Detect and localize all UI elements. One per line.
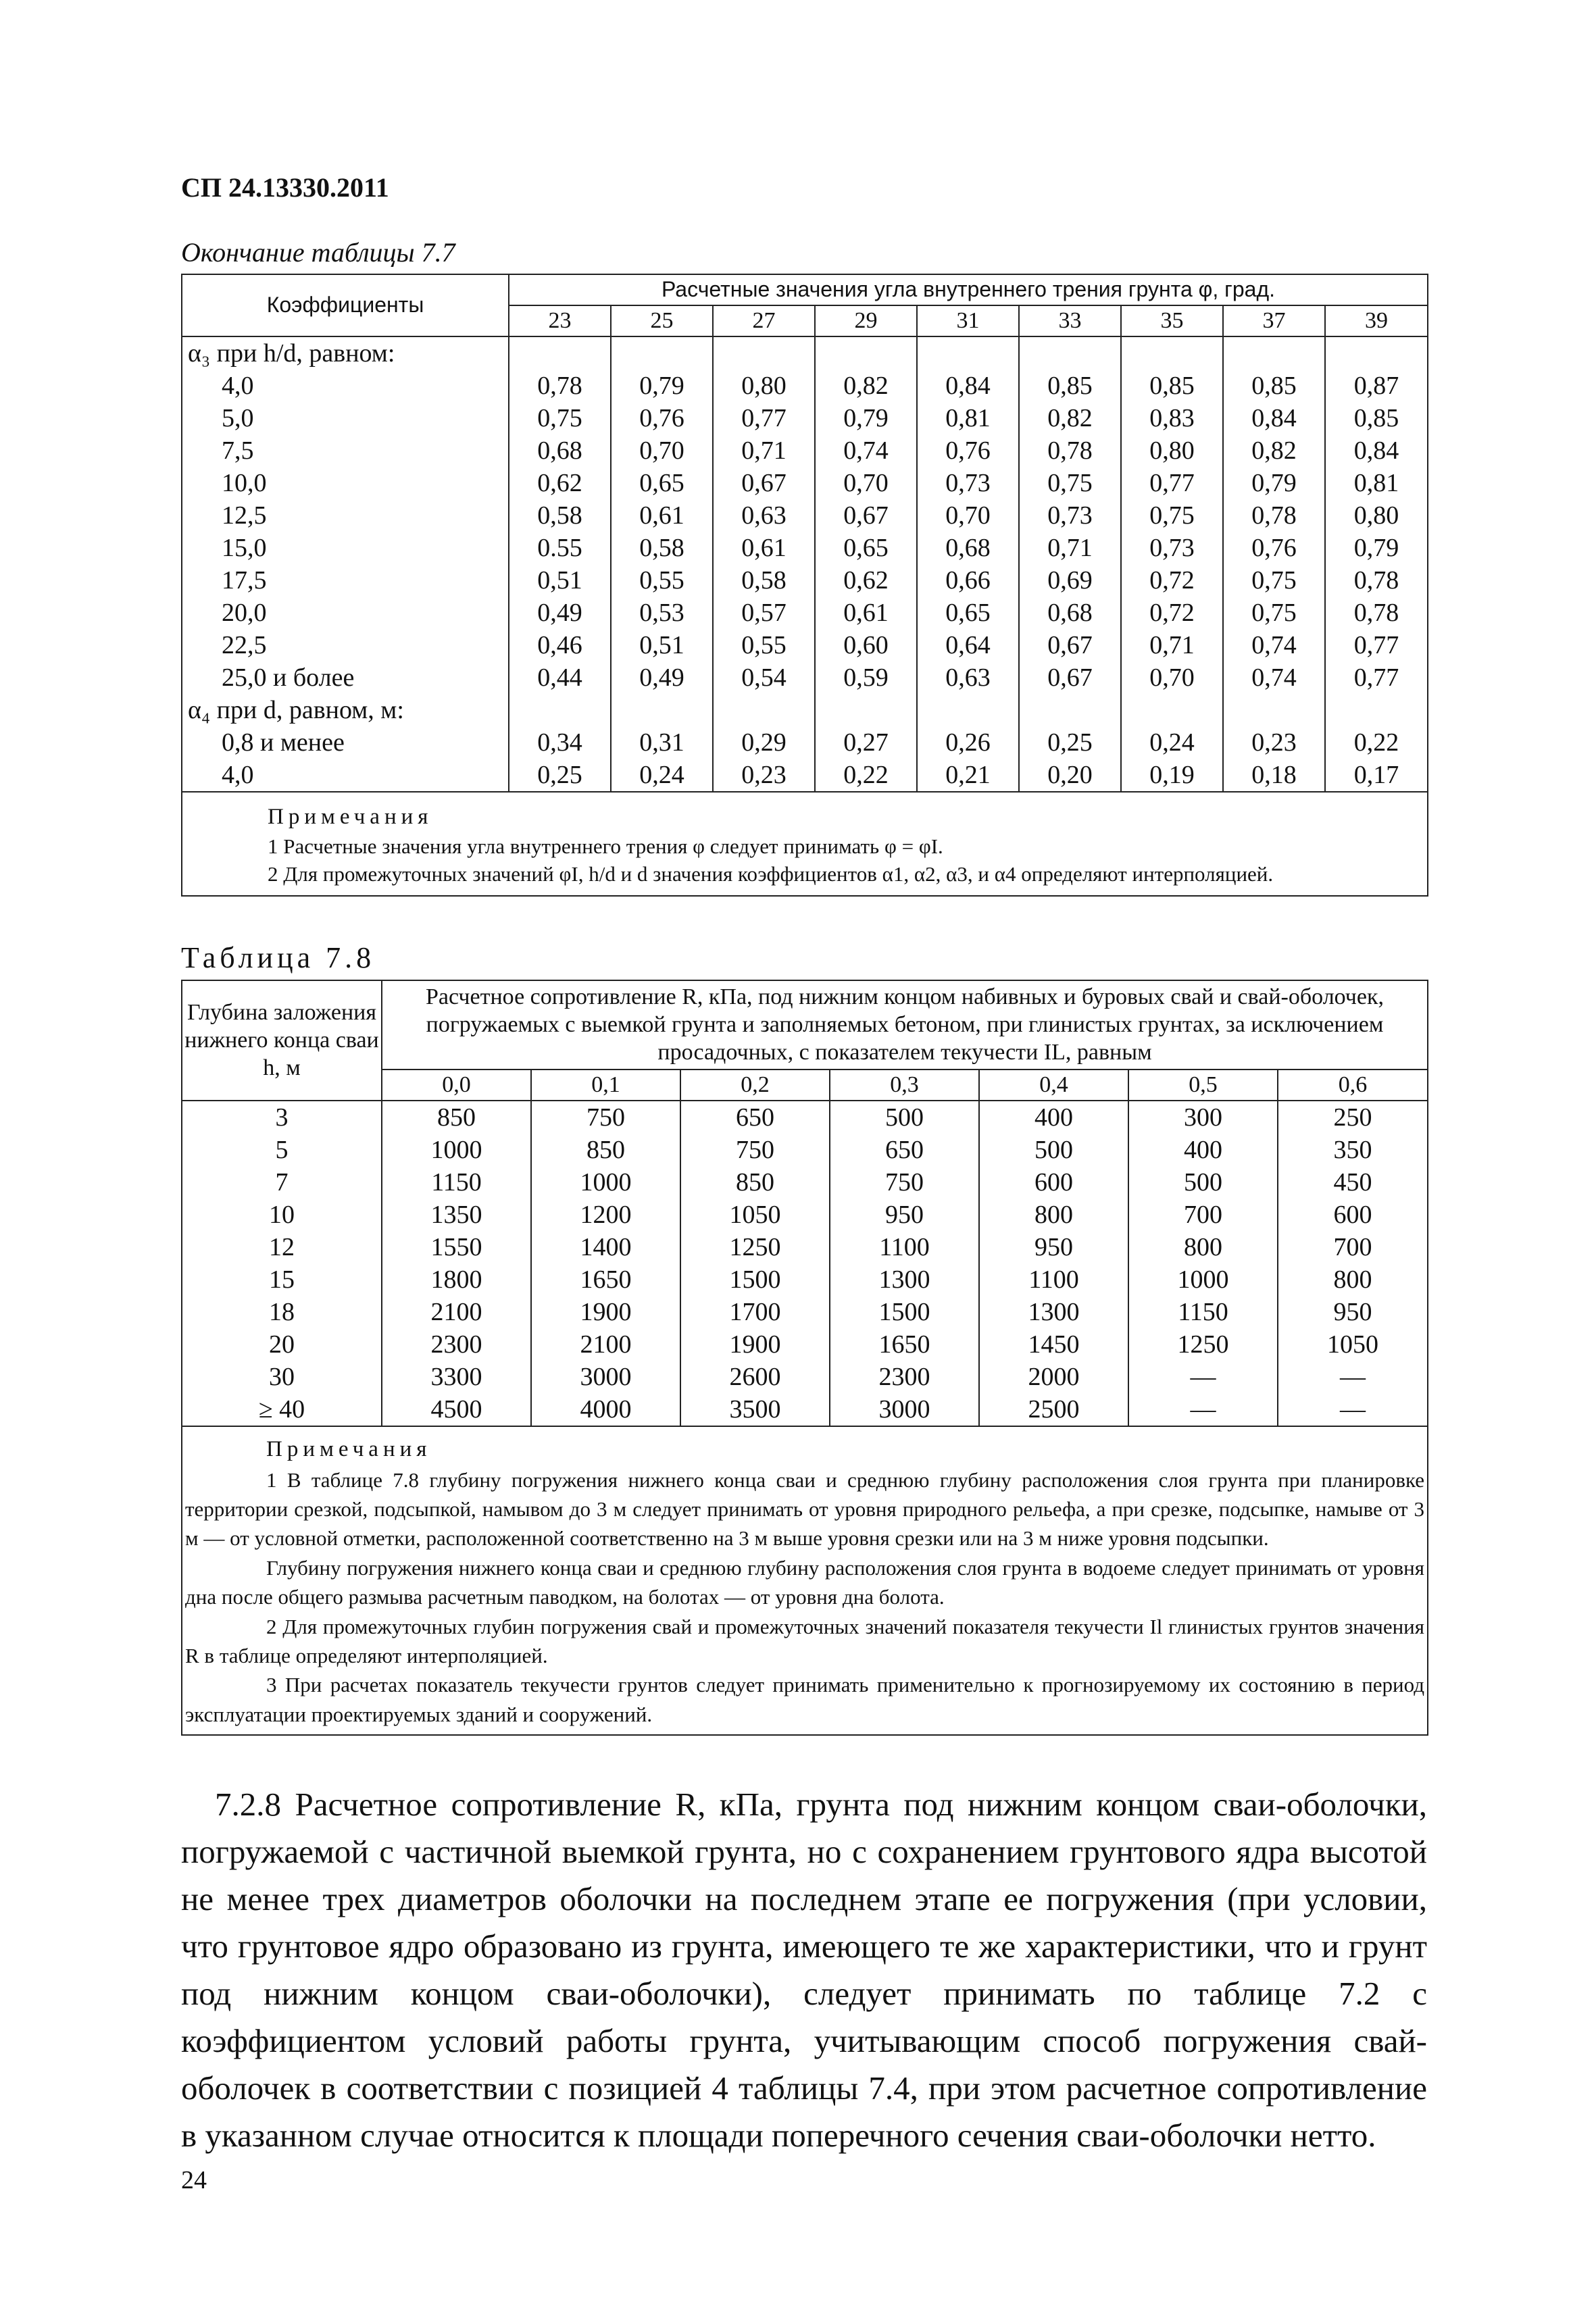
table-cell: 0,20	[1019, 759, 1121, 792]
table-cell: 0,70	[917, 499, 1019, 532]
table-cell: 850	[382, 1101, 531, 1134]
table-cell: 1500	[680, 1263, 830, 1296]
depth-cell: 12	[182, 1231, 382, 1263]
depth-cell: 15	[182, 1263, 382, 1296]
table-cell: 0,55	[611, 564, 713, 597]
table-cell: 0,66	[917, 564, 1019, 597]
table-cell: 1550	[382, 1231, 531, 1263]
table-cell: 0,80	[713, 370, 815, 402]
table-cell: 0,21	[917, 759, 1019, 792]
table-row	[182, 1296, 1428, 1328]
table-row	[182, 1263, 1428, 1296]
table-cell: 0,75	[1121, 499, 1223, 532]
table-cell: 0,67	[1019, 661, 1121, 694]
section-7-2-8-paragraph: 7.2.8 Расчетное сопротивление R, кПа, грунта под нижним концом сваи-оболочки, погружаемой с частичной выемкой грунта, но с сохранением грунтового ядра высотой не менее трех диаметров оболочки на последнем этапе ее погружения (при условии, что грунтовое ядро образовано из грунта, имеющего те же характеристики, что и грунт под нижним концом сваи-оболочки), следует принимать по таблице 7.2 с коэффициентом условий работы грунта, учитывающим способ погружения свай-оболочек в соответствии с позицией 4 таблицы 7.4, при этом расчетное сопротивление в указанном случае относится к площади поперечного сечения сваи-оболочки нетто.	[181, 1786, 1427, 2154]
table-cell: 0,71	[1019, 532, 1121, 564]
table-cell: 1000	[382, 1134, 531, 1166]
il-header: 0,1	[531, 1070, 680, 1101]
table-cell: 1000	[1128, 1263, 1278, 1296]
table-cell: 800	[1128, 1231, 1278, 1263]
table-cell: 0,51	[611, 629, 713, 661]
table-cell: 0,27	[815, 726, 917, 759]
table-row	[182, 532, 1428, 564]
il-header: 0,5	[1128, 1070, 1278, 1101]
table-cell: 0,78	[509, 370, 611, 402]
angle-header: 23	[509, 305, 611, 336]
table-cell: 0,69	[1019, 564, 1121, 597]
table-cell: —	[1278, 1393, 1428, 1426]
table-row	[182, 402, 1428, 434]
table-cell: 0,84	[1325, 434, 1428, 467]
table-cell: 1900	[680, 1328, 830, 1361]
table-cell: 3000	[830, 1393, 979, 1426]
table-cell: 0,82	[1223, 434, 1325, 467]
depth-cell: 30	[182, 1361, 382, 1393]
il-header: 0,3	[830, 1070, 979, 1101]
table-row	[182, 597, 1428, 629]
note-1-cont: Глубину погружения нижнего конца сваи и среднюю глубину расположения слоя грунта в водоеме следует принимать от уровня дна после общего размыва расчетным паводком, на болотах — от уровня дна болота.	[185, 1555, 1425, 1609]
table-cell: 0,72	[1121, 597, 1223, 629]
table-cell: 700	[1278, 1231, 1428, 1263]
table-cell: 0,22	[1325, 726, 1428, 759]
row-label: 7,5	[182, 434, 509, 467]
table-cell: 0,76	[611, 402, 713, 434]
table-cell: 0,70	[815, 467, 917, 499]
table-cell: 0,17	[1325, 759, 1428, 792]
table-cell: 0,78	[1019, 434, 1121, 467]
table-cell: —	[1278, 1361, 1428, 1393]
angle-header: 25	[611, 305, 713, 336]
table-cell: 850	[680, 1166, 830, 1199]
table-row	[182, 467, 1428, 499]
row-label: 20,0	[182, 597, 509, 629]
table-cell: 0,58	[611, 532, 713, 564]
table-notes	[182, 1426, 1428, 1735]
table-cell: 1150	[382, 1166, 531, 1199]
table-cell: 2000	[979, 1361, 1128, 1393]
table-row	[182, 1231, 1428, 1263]
table-notes	[182, 792, 1428, 896]
table-cell: 0,67	[713, 467, 815, 499]
table-cell: 0,70	[1121, 661, 1223, 694]
table-cell: 0,26	[917, 726, 1019, 759]
table-cell: 0,25	[1019, 726, 1121, 759]
angle-header: 29	[815, 305, 917, 336]
table-cell: 0,76	[1223, 532, 1325, 564]
depth-cell: ≥ 40	[182, 1393, 382, 1426]
table-cell: 500	[830, 1101, 979, 1134]
table-7-8	[181, 980, 1428, 1736]
row-label: 5,0	[182, 402, 509, 434]
table-cell: 0,53	[611, 597, 713, 629]
table-row	[182, 370, 1428, 402]
il-header: 0,4	[979, 1070, 1128, 1101]
table-cell: 250	[1278, 1101, 1428, 1134]
table-cell: 0,18	[1223, 759, 1325, 792]
table-cell: 3500	[680, 1393, 830, 1426]
table-cell: 0,79	[1325, 532, 1428, 564]
table-cell: 0,82	[1019, 402, 1121, 434]
table-cell: 0,79	[611, 370, 713, 402]
table-cell: 0,49	[509, 597, 611, 629]
table-cell: 0,75	[1223, 564, 1325, 597]
table-cell: 650	[680, 1101, 830, 1134]
note-3: 3 При расчетах показатель текучести грунтов следует принимать применительно к прогнозируемому их состоянию в период эксплуатации проектируемых зданий и сооружений.	[185, 1673, 1425, 1726]
table-row	[182, 629, 1428, 661]
table-cell: 0,60	[815, 629, 917, 661]
row-label: 25,0 и более	[182, 661, 509, 694]
table-cell: 1650	[830, 1328, 979, 1361]
table-cell: 0,77	[713, 402, 815, 434]
table-cell: 0,55	[713, 629, 815, 661]
table-cell: 600	[1278, 1199, 1428, 1231]
table-cell: 0,77	[1121, 467, 1223, 499]
table-cell: 1100	[979, 1263, 1128, 1296]
table-cell: 0,23	[713, 759, 815, 792]
table-cell: 0,22	[815, 759, 917, 792]
row-label: 17,5	[182, 564, 509, 597]
table-cell: 0,51	[509, 564, 611, 597]
table-cell: 0,84	[917, 370, 1019, 402]
angle-header: 33	[1019, 305, 1121, 336]
notes-title: Примечания	[266, 1437, 432, 1462]
il-header: 0,2	[680, 1070, 830, 1101]
table-cell: 0,68	[917, 532, 1019, 564]
angle-header: 37	[1223, 305, 1325, 336]
table-cell: 650	[830, 1134, 979, 1166]
table-row	[182, 1328, 1428, 1361]
table-cell: 950	[830, 1199, 979, 1231]
table-cell: 0,82	[815, 370, 917, 402]
table-cell: 0,59	[815, 661, 917, 694]
table-row	[182, 1101, 1428, 1134]
table-row	[182, 1361, 1428, 1393]
table-cell: 0,72	[1121, 564, 1223, 597]
table-cell: 1350	[382, 1199, 531, 1231]
resistance-span-header: Расчетное сопротивление R, кПа, под нижним концом набивных и буровых свай и свай-оболочек, погружаемых с выемкой грунта и заполняемых бетоном, при глинистых грунтах, за исключением просадочных, с показателем текучести IL, равным	[382, 980, 1428, 1070]
row-label: 0,8 и менее	[182, 726, 509, 759]
table-cell: 1300	[830, 1263, 979, 1296]
table-cell: 300	[1128, 1101, 1278, 1134]
note-2: 2 Для промежуточных глубин погружения свай и промежуточных значений показателя текучести Il глинистых грунтов значения R в таблице определяют интерполяцией.	[185, 1614, 1425, 1667]
angle-header: 27	[713, 305, 815, 336]
table-cell: 0,24	[1121, 726, 1223, 759]
depth-cell: 18	[182, 1296, 382, 1328]
table-cell: 0,73	[917, 467, 1019, 499]
table-cell: 450	[1278, 1166, 1428, 1199]
table-cell: 0,81	[917, 402, 1019, 434]
table-cell: 0,80	[1121, 434, 1223, 467]
table-cell: 0,73	[1121, 532, 1223, 564]
table-cell: 0,80	[1325, 499, 1428, 532]
table-cell: 0,84	[1223, 402, 1325, 434]
table-cell: 0,44	[509, 661, 611, 694]
table-cell: 2500	[979, 1393, 1128, 1426]
table-cell: 0,61	[815, 597, 917, 629]
table-cell: 1700	[680, 1296, 830, 1328]
table-7-8-caption: Таблица 7.8	[181, 941, 376, 974]
table-cell: 3000	[531, 1361, 680, 1393]
table-cell: 0,64	[917, 629, 1019, 661]
table-7-7-caption: Окончание таблицы 7.7	[181, 237, 455, 268]
table-cell: 1900	[531, 1296, 680, 1328]
depth-cell: 20	[182, 1328, 382, 1361]
table-cell: 400	[1128, 1134, 1278, 1166]
table-cell: 750	[830, 1166, 979, 1199]
table-cell: 0,62	[815, 564, 917, 597]
table-row	[182, 434, 1428, 467]
table-cell: 0,29	[713, 726, 815, 759]
table-cell: 600	[979, 1166, 1128, 1199]
table-cell: 0,61	[611, 499, 713, 532]
row-label: 22,5	[182, 629, 509, 661]
table-cell: 4500	[382, 1393, 531, 1426]
table-row	[182, 1134, 1428, 1166]
angle-header: 39	[1325, 305, 1428, 336]
table-cell: 4000	[531, 1393, 680, 1426]
table-cell: 1050	[680, 1199, 830, 1231]
table-cell: 0,23	[1223, 726, 1325, 759]
table-cell: 0,74	[815, 434, 917, 467]
table-cell: 1400	[531, 1231, 680, 1263]
table-cell: 0,73	[1019, 499, 1121, 532]
table-cell: 1450	[979, 1328, 1128, 1361]
table-cell: 700	[1128, 1199, 1278, 1231]
table-cell: 0,79	[1223, 467, 1325, 499]
table-cell: 850	[531, 1134, 680, 1166]
table-cell: 0,81	[1325, 467, 1428, 499]
table-cell: 0,65	[917, 597, 1019, 629]
table-row	[182, 759, 1428, 792]
depth-header: Глубина заложения нижнего конца сваи h, м	[182, 980, 382, 1101]
table-row	[182, 726, 1428, 759]
table-cell: 950	[979, 1231, 1128, 1263]
table-cell: 0,25	[509, 759, 611, 792]
table-row	[182, 1393, 1428, 1426]
coefficients-header: Коэффициенты	[182, 274, 509, 336]
table-cell: 0,87	[1325, 370, 1428, 402]
table-cell: 0,67	[1019, 629, 1121, 661]
table-cell: 0,58	[509, 499, 611, 532]
table-row	[182, 661, 1428, 694]
table-cell: 0,19	[1121, 759, 1223, 792]
table-cell: 0,75	[509, 402, 611, 434]
table-cell: 1800	[382, 1263, 531, 1296]
table-cell: 0,61	[713, 532, 815, 564]
table-cell: 0,79	[815, 402, 917, 434]
document-code: СП 24.13330.2011	[181, 172, 389, 203]
depth-cell: 10	[182, 1199, 382, 1231]
table-cell: 800	[979, 1199, 1128, 1231]
table-cell: —	[1128, 1361, 1278, 1393]
table-cell: 0,74	[1223, 629, 1325, 661]
table-cell: 1000	[531, 1166, 680, 1199]
table-cell: 1300	[979, 1296, 1128, 1328]
table-row	[182, 694, 1428, 726]
table-cell: 2600	[680, 1361, 830, 1393]
table-cell: 0,24	[611, 759, 713, 792]
table-cell: 2300	[830, 1361, 979, 1393]
table-cell: 1650	[531, 1263, 680, 1296]
table-row	[182, 1166, 1428, 1199]
table-cell: 0,77	[1325, 661, 1428, 694]
note-1: 1 Расчетные значения угла внутреннего трения φ следует принимать φ = φI.	[268, 834, 943, 858]
table-cell: 2100	[382, 1296, 531, 1328]
table-cell: 0,85	[1223, 370, 1325, 402]
table-cell: 950	[1278, 1296, 1428, 1328]
table-cell: 0,62	[509, 467, 611, 499]
table-row	[182, 1199, 1428, 1231]
table-cell: 350	[1278, 1134, 1428, 1166]
table-cell: 0,65	[815, 532, 917, 564]
table-cell: 0,63	[713, 499, 815, 532]
table-cell: 500	[979, 1134, 1128, 1166]
table-cell: 0,71	[713, 434, 815, 467]
table-cell: 0,46	[509, 629, 611, 661]
row-label: 10,0	[182, 467, 509, 499]
table-7-7	[181, 274, 1428, 897]
table-cell: 0,54	[713, 661, 815, 694]
table-cell: 0,76	[917, 434, 1019, 467]
table-cell: 750	[531, 1101, 680, 1134]
table-cell: 800	[1278, 1263, 1428, 1296]
table-cell: 0,75	[1223, 597, 1325, 629]
notes-title: Примечания	[268, 805, 433, 829]
table-cell: 0,67	[815, 499, 917, 532]
il-header: 0,6	[1278, 1070, 1428, 1101]
table-cell: 0,70	[611, 434, 713, 467]
notes-row	[182, 792, 1428, 896]
depth-cell: 5	[182, 1134, 382, 1166]
table-cell: 0,31	[611, 726, 713, 759]
group-label: α₃ при h/d, равном:	[182, 336, 509, 370]
table-cell: 0,75	[1019, 467, 1121, 499]
table-cell: 1250	[680, 1231, 830, 1263]
angle-span-header: Расчетные значения угла внутреннего трения грунта φ, град.	[509, 274, 1428, 305]
table-cell: 0,71	[1121, 629, 1223, 661]
table-cell: 2300	[382, 1328, 531, 1361]
table-cell: 1050	[1278, 1328, 1428, 1361]
table-cell: 0,78	[1223, 499, 1325, 532]
row-label: 4,0	[182, 370, 509, 402]
angle-header: 35	[1121, 305, 1223, 336]
table-cell: 0,74	[1223, 661, 1325, 694]
table-cell: 2100	[531, 1328, 680, 1361]
row-label: 4,0	[182, 759, 509, 792]
table-row	[182, 564, 1428, 597]
table-cell: —	[1128, 1393, 1278, 1426]
table-cell: 0,85	[1325, 402, 1428, 434]
table-cell: 0,85	[1121, 370, 1223, 402]
table-cell: 0,85	[1019, 370, 1121, 402]
table-cell: 3300	[382, 1361, 531, 1393]
table-cell: 0,83	[1121, 402, 1223, 434]
depth-cell: 3	[182, 1101, 382, 1134]
table-cell: 0,57	[713, 597, 815, 629]
table-cell: 500	[1128, 1166, 1278, 1199]
table-cell: 1150	[1128, 1296, 1278, 1328]
row-label: 12,5	[182, 499, 509, 532]
page-number: 24	[181, 2166, 207, 2194]
group-label: α₄ при d, равном, м:	[182, 694, 509, 726]
table-cell: 1500	[830, 1296, 979, 1328]
table-cell: 0,65	[611, 467, 713, 499]
table-cell: 0,63	[917, 661, 1019, 694]
table-row	[182, 336, 1428, 370]
note-2: 2 Для промежуточных значений φI, h/d и d значения коэффициентов α1, α2, α3, и α4 определяют интерполяцией.	[268, 862, 1274, 886]
table-row	[182, 499, 1428, 532]
table-cell: 0,68	[1019, 597, 1121, 629]
table-cell: 0,78	[1325, 564, 1428, 597]
table-cell: 0,78	[1325, 597, 1428, 629]
table-cell: 0,77	[1325, 629, 1428, 661]
table-cell: 0.55	[509, 532, 611, 564]
note-1: 1 В таблице 7.8 глубину погружения нижнего конца сваи и среднюю глубину расположения слоя грунта при планировке территории срезкой, подсыпкой, намывом до 3 м следует принимать от уровня природного рельефа, а при срезке, подсыпке, намыве от 3 м — от условной отметки, расположенной соответственно на 3 м выше уровня срезки или на 3 м ниже уровня подсыпки.	[185, 1467, 1425, 1551]
table-cell: 1100	[830, 1231, 979, 1263]
il-header: 0,0	[382, 1070, 531, 1101]
table-cell: 750	[680, 1134, 830, 1166]
table-cell: 0,68	[509, 434, 611, 467]
angle-header: 31	[917, 305, 1019, 336]
table-cell: 1200	[531, 1199, 680, 1231]
table-cell: 1250	[1128, 1328, 1278, 1361]
table-cell: 0,49	[611, 661, 713, 694]
table-cell: 400	[979, 1101, 1128, 1134]
notes-row	[182, 1426, 1428, 1735]
table-cell: 0,58	[713, 564, 815, 597]
row-label: 15,0	[182, 532, 509, 564]
table-cell: 0,34	[509, 726, 611, 759]
depth-cell: 7	[182, 1166, 382, 1199]
